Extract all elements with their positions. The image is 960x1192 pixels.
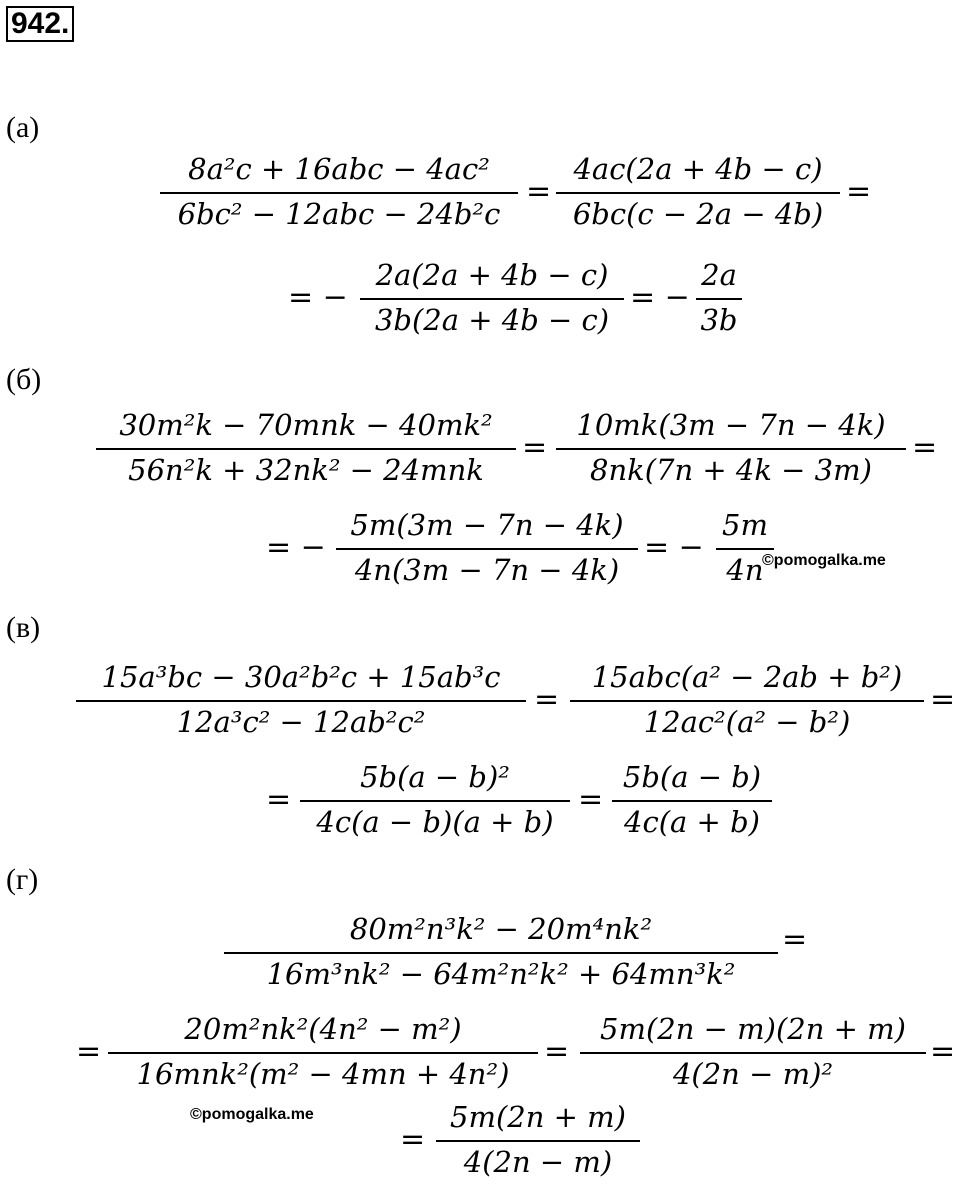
equals-sign: = xyxy=(782,922,808,957)
denominator: 4n(3m − 7n − 4k) xyxy=(354,553,620,587)
fraction-bar xyxy=(336,548,638,550)
denominator: 3b xyxy=(700,303,738,337)
part-v-line-2 xyxy=(0,754,960,850)
fraction-bar xyxy=(716,548,774,550)
denominator: 6bc² − 12abc − 24b²c xyxy=(177,197,501,231)
problem-number: 942. xyxy=(6,6,74,42)
fraction xyxy=(716,502,774,598)
fraction-bar xyxy=(360,298,624,300)
denominator: 12ac²(a² − b²) xyxy=(643,705,851,739)
numerator: 5b(a − b) xyxy=(622,760,762,794)
denominator: 4(2n − m)² xyxy=(672,1057,834,1091)
part-label-g: (г) xyxy=(6,863,39,896)
equals-sign: = xyxy=(930,1034,956,1069)
numerator: 30m²k − 70mnk − 40mk² xyxy=(119,408,493,442)
fraction xyxy=(300,754,570,850)
part-g-line-3 xyxy=(0,1094,960,1190)
fraction xyxy=(556,146,840,242)
denominator: 16m³nk² − 64m²n²k² + 64mn³k² xyxy=(266,957,736,991)
fraction xyxy=(556,402,906,498)
fraction-bar xyxy=(160,192,518,194)
fraction xyxy=(696,252,742,348)
equals-minus-sign: = − xyxy=(630,280,690,315)
numerator: 8a²c + 16abc − 4ac² xyxy=(188,152,490,186)
numerator: 5b(a − b)² xyxy=(360,760,510,794)
denominator: 12a³c² − 12ab²c² xyxy=(176,705,426,739)
fraction-bar xyxy=(570,700,924,702)
fraction xyxy=(580,1006,926,1102)
fraction-bar xyxy=(556,448,906,450)
numerator: 15abc(a² − 2ab + b²) xyxy=(591,660,903,694)
part-v-line-1 xyxy=(0,654,960,750)
equals-sign: = xyxy=(930,682,956,717)
part-b-line-2 xyxy=(0,502,960,598)
fraction-bar xyxy=(76,700,526,702)
numerator: 5m xyxy=(722,508,768,542)
equals-minus-sign: = − xyxy=(644,530,704,565)
denominator: 56n²k + 32nk² − 24mnk xyxy=(128,453,484,487)
denominator: 16mnk²(m² − 4mn + 4n²) xyxy=(136,1057,510,1091)
fraction-bar xyxy=(108,1052,538,1054)
part-a-line-1 xyxy=(0,146,960,242)
denominator: 3b(2a + 4b − c) xyxy=(374,303,610,337)
numerator: 15a³bc − 30a²b²c + 15ab³c xyxy=(101,660,501,694)
fraction-bar xyxy=(580,1052,926,1054)
numerator: 80m²n³k² − 20m⁴nk² xyxy=(349,912,653,946)
equals-sign: = xyxy=(400,1122,426,1157)
fraction-bar xyxy=(612,800,772,802)
fraction-bar xyxy=(696,298,742,300)
fraction-bar xyxy=(224,952,778,954)
part-label-a: (а) xyxy=(6,111,40,144)
fraction xyxy=(96,402,516,498)
numerator: 5m(3m − 7n − 4k) xyxy=(350,508,624,542)
part-g-line-2 xyxy=(0,1006,960,1102)
denominator: 4c(a + b) xyxy=(624,805,760,839)
equals-sign: = xyxy=(266,782,292,817)
denominator: 8nk(7n + 4k − 3m) xyxy=(590,453,872,487)
denominator: 4c(a − b)(a + b) xyxy=(316,805,554,839)
denominator: 4n xyxy=(726,553,764,587)
equals-sign: = xyxy=(846,174,872,209)
watermark: ©pomogalka.me xyxy=(762,552,886,569)
fraction xyxy=(108,1006,538,1102)
part-g-line-1 xyxy=(0,906,960,1002)
watermark: ©pomogalka.me xyxy=(190,1106,314,1123)
fraction xyxy=(224,906,778,1002)
part-b-line-1 xyxy=(0,402,960,498)
numerator: 5m(2n + m) xyxy=(450,1100,626,1134)
denominator: 4(2n − m) xyxy=(463,1145,613,1179)
fraction-bar xyxy=(436,1140,640,1142)
equals-sign: = xyxy=(544,1034,570,1069)
numerator: 2a(2a + 4b − c) xyxy=(375,258,609,292)
fraction-bar xyxy=(556,192,840,194)
part-label-v: (в) xyxy=(6,611,41,644)
fraction-bar xyxy=(300,800,570,802)
fraction xyxy=(570,654,924,750)
fraction xyxy=(360,252,624,348)
equals-sign: = xyxy=(76,1034,102,1069)
fraction xyxy=(336,502,638,598)
equals-sign: = xyxy=(912,430,938,465)
numerator: 20m²nk²(4n² − m²) xyxy=(184,1012,462,1046)
equals-minus-sign: = − xyxy=(288,280,348,315)
equals-sign: = xyxy=(578,782,604,817)
equals-minus-sign: = − xyxy=(266,530,326,565)
numerator: 4ac(2a + 4b − c) xyxy=(573,152,823,186)
fraction-bar xyxy=(96,448,516,450)
equals-sign: = xyxy=(534,682,560,717)
fraction xyxy=(612,754,772,850)
numerator: 5m(2n − m)(2n + m) xyxy=(600,1012,906,1046)
denominator: 6bc(c − 2a − 4b) xyxy=(572,197,824,231)
part-label-b: (б) xyxy=(6,363,42,396)
fraction xyxy=(76,654,526,750)
fraction xyxy=(160,146,518,242)
equals-sign: = xyxy=(522,430,548,465)
equals-sign: = xyxy=(526,174,552,209)
part-a-line-2 xyxy=(0,252,960,348)
fraction xyxy=(436,1094,640,1190)
numerator: 2a xyxy=(701,258,737,292)
numerator: 10mk(3m − 7n − 4k) xyxy=(576,408,886,442)
